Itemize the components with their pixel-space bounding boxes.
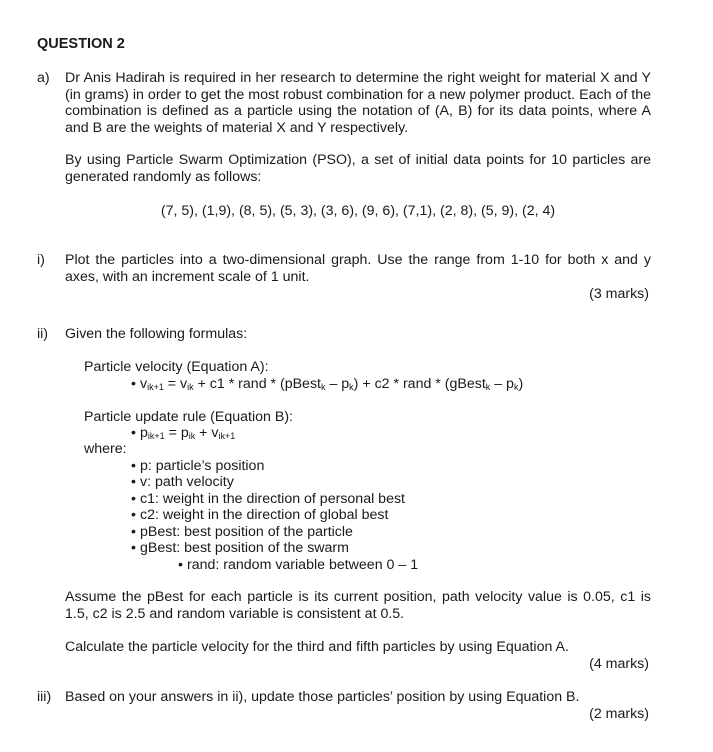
part-iii-text: Based on your answers in ii), update those particles’ position by using Equation B. — [65, 689, 580, 705]
bullet-icon: • — [131, 425, 136, 441]
definition-item: • gBest: best position of the swarm — [131, 540, 349, 556]
definition-item: • c1: weight in the direction of personal best — [131, 491, 405, 507]
definition-item: • c2: weight in the direction of global best — [131, 507, 389, 523]
part-ii-label: ii) — [37, 326, 49, 342]
part-i-label: i) — [37, 252, 45, 268]
part-i-text: Plot the particles into a two-dimensional graph. Use the range from 1-10 for both x and y axes, with an increment scale of 1 unit. — [65, 252, 651, 285]
part-i-marks: (3 marks) — [589, 286, 649, 302]
equation-a-title: Particle velocity (Equation A): — [84, 359, 269, 375]
bullet-icon: • — [131, 507, 136, 523]
part-a-paragraph-1: Dr Anis Hadirah is required in her research to determine the right weight for material X and Y (in grams) in order to get the most robust combination for a new polymer product. Each of the combination is defined as a particle using the notation of (A, B) for its data points, where A and B are the weights of material X and Y respectively. — [65, 70, 651, 136]
part-ii-intro: Given the following formulas: — [65, 326, 248, 342]
assumption-text: Assume the pBest for each particle is its current position, path velocity value is 0.05, c1 is 1.5, c2 is 2.5 and random variable is consistent at 0.5. — [65, 589, 651, 622]
bullet-icon: • — [131, 540, 136, 556]
bullet-icon: • — [131, 474, 136, 490]
equation-a: • $v_{ik+1} = v_{ik} + c1$ * rand * (pBest$_k$ – $p_k) + c2$ * rand * (gBest$_k$ – $p_k$) — [131, 376, 524, 392]
bullet-icon: • — [131, 491, 136, 507]
bullet-icon: • — [131, 524, 136, 540]
part-iii-label: iii) — [37, 689, 52, 705]
equation-b: • $p_{ik+1} = p_{ik} + v_{ik+1}$ — [131, 425, 236, 441]
bullet-icon: • — [178, 557, 183, 573]
bullet-icon: • — [131, 376, 136, 392]
question-title: QUESTION 2 — [37, 36, 125, 52]
calculate-text: Calculate the particle velocity for the third and fifth particles by using Equation A. — [65, 639, 569, 655]
where-label: where: — [84, 441, 127, 457]
part-a-label: a) — [37, 70, 50, 86]
definition-item: • p: particle’s position — [131, 458, 265, 474]
data-points: (7, 5), (1,9), (8, 5), (5, 3), (3, 6), (9, 6), (7,1), (2, 8), (5, 9), (2, 4) — [160, 203, 556, 219]
equation-b-title: Particle update rule (Equation B): — [84, 409, 293, 425]
part-ii-marks: (4 marks) — [589, 656, 649, 672]
part-iii-marks: (2 marks) — [589, 706, 649, 722]
definition-item: • rand: random variable between 0 – 1 — [178, 557, 419, 573]
part-a-paragraph-2: By using Particle Swarm Optimization (PSO), a set of initial data points for 10 particles are generated randomly as follows: — [65, 152, 651, 185]
bullet-icon: • — [131, 458, 136, 474]
definition-item: • pBest: best position of the particle — [131, 524, 353, 540]
definition-item: • v: path velocity — [131, 474, 234, 490]
